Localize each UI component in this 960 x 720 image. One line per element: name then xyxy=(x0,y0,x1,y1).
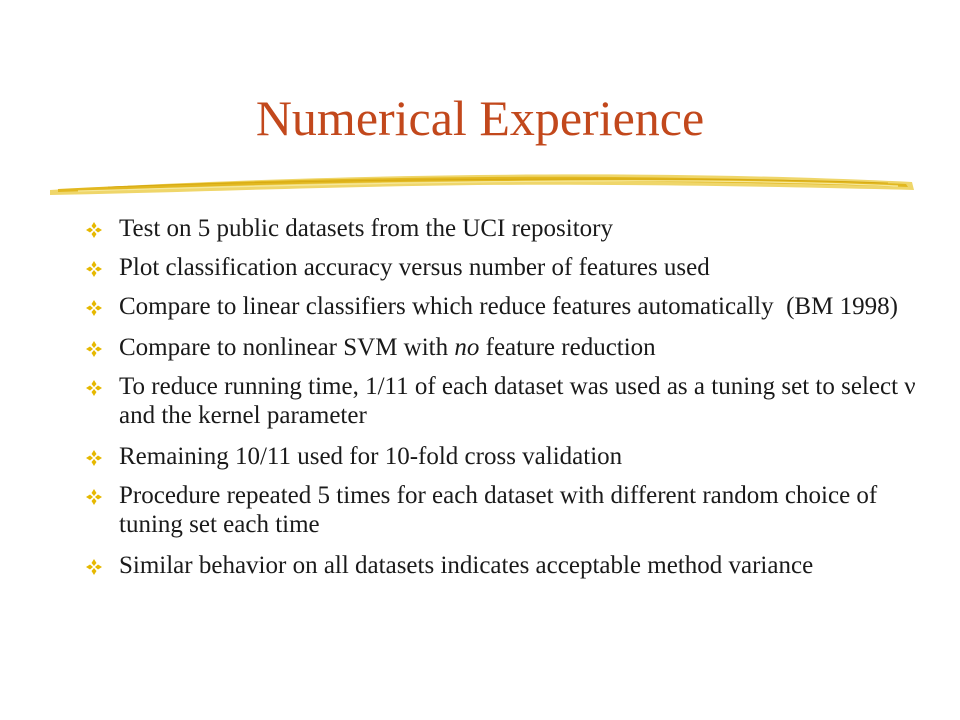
list-item xyxy=(86,481,916,539)
list-item xyxy=(86,372,916,430)
bullet-text-emphasis: no xyxy=(454,334,480,361)
bullet-list xyxy=(86,214,916,592)
bullet-text: To reduce running time, 1/11 of each dataset was used as a tuning set to select ν and the kernel parameter xyxy=(119,373,916,429)
list-item xyxy=(86,551,916,580)
four-diamond-star-icon xyxy=(86,559,102,575)
list-item xyxy=(86,292,916,321)
bullet-text: Compare to linear classifiers which reduce features automatically (BM 1998) xyxy=(119,293,898,320)
four-diamond-star-icon xyxy=(86,300,102,316)
list-item xyxy=(86,214,916,243)
four-diamond-star-icon xyxy=(86,261,102,277)
decorative-brush-rule xyxy=(48,168,914,204)
slide-title: Numerical Experience xyxy=(255,90,705,146)
list-item xyxy=(86,442,916,471)
four-diamond-star-icon xyxy=(86,450,102,466)
bullet-text: Similar behavior on all datasets indicates acceptable method variance xyxy=(119,552,814,579)
bullet-text: Remaining 10/11 used for 10-fold cross validation xyxy=(119,443,623,470)
list-item xyxy=(86,253,916,282)
four-diamond-star-icon xyxy=(86,489,102,505)
bullet-text-after: feature reduction xyxy=(479,334,656,361)
four-diamond-star-icon xyxy=(86,341,102,357)
four-diamond-star-icon xyxy=(86,222,102,238)
bullet-text-before: Compare to nonlinear SVM with xyxy=(119,334,455,361)
bullet-text: Plot classification accuracy versus number of features used xyxy=(119,254,710,281)
bullet-text: Procedure repeated 5 times for each dataset with different random choice of tuning set each time xyxy=(119,482,878,538)
bullet-text: Test on 5 public datasets from the UCI repository xyxy=(119,215,613,242)
list-item xyxy=(86,333,916,362)
four-diamond-star-icon xyxy=(86,380,102,396)
